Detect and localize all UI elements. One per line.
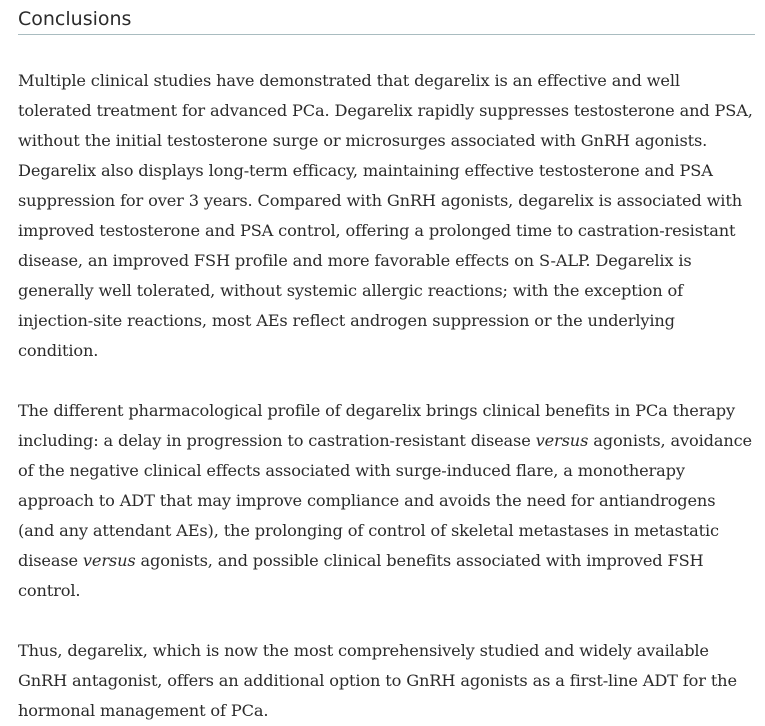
- paragraph-2-part-3: agonists, and possible clinical benefits associated with improved FSH control.: [18, 551, 704, 600]
- paragraph-1: Multiple clinical studies have demonstrated that degarelix is an effective and well tolerated treatment for advanced PCa. Degarelix rapidly suppresses testosterone and PSA, without the initial testosterone surge or microsurges associated with GnRH agonists. Degarelix also displays long-term efficacy, maintaining effective testosterone and PSA suppression for over 3 years. Compared with GnRH agonists, degarelix is associated with improved testosterone and PSA control, offering a prolonged time to castration-resistant disease, an improved FSH profile and more favorable effects on S-ALP. Degarelix is generally well tolerated, without systemic allergic reactions; with the exception of injection-site reactions, most AEs reflect androgen suppression or the underlying condition.: [18, 71, 753, 360]
- section-title: Conclusions: [18, 0, 755, 35]
- paragraph-2-part-2: agonists, avoidance of the negative clinical effects associated with surge-induced flare, a monotherapy approach to ADT that may improve compliance and avoids the need for antiandrogens (and any attendant AEs), the prolonging of control of skeletal metastases in metastatic disease: [18, 431, 752, 570]
- paragraph-3: Thus, degarelix, which is now the most comprehensively studied and widely available GnRH antagonist, offers an additional option to GnRH agonists as a first-line ADT for the hormonal management of PCa.: [18, 641, 737, 720]
- paragraph-2: [18, 396, 755, 606]
- paragraph-2-emphasis-1: versus: [535, 431, 589, 450]
- paragraph-2-emphasis-2: versus: [82, 551, 136, 570]
- paragraph-2-part-1: The different pharmacological profile of degarelix brings clinical benefits in PCa therapy including: a delay in progression to castration-resistant disease: [18, 401, 736, 450]
- conclusions-section: [18, 0, 755, 726]
